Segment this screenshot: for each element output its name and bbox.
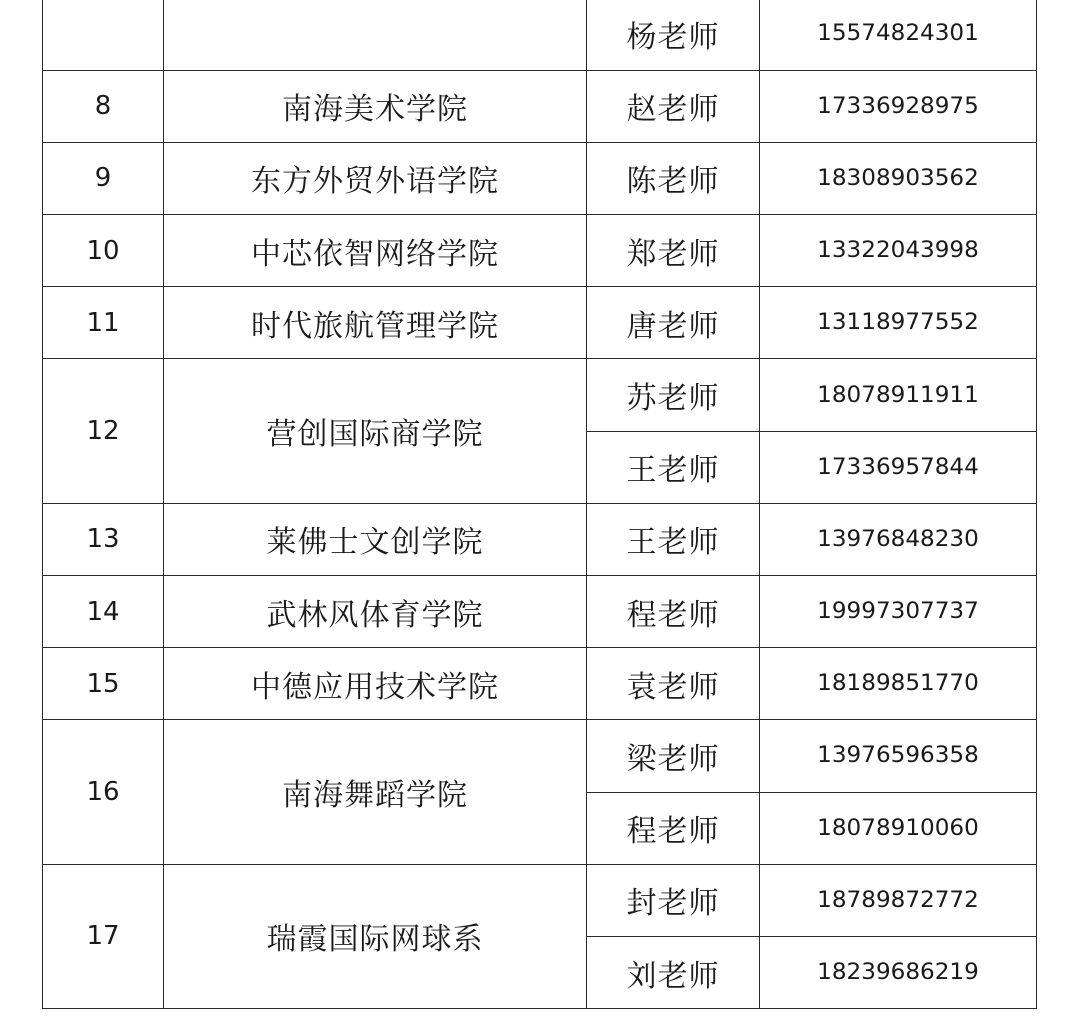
table-row [43, 648, 1037, 720]
phone-number: 15574824301 [817, 21, 979, 47]
phone-number-cell [760, 215, 1037, 287]
table-row [43, 359, 1037, 431]
college-name: 时代旅航管理学院 [164, 287, 587, 359]
table-row [43, 576, 1037, 648]
phone-number: 17336928975 [817, 93, 979, 119]
row-number: 13 [43, 503, 164, 575]
row-number: 12 [43, 359, 164, 503]
contact-table [42, 0, 1037, 1009]
row-number: 11 [43, 287, 164, 359]
row-number: 15 [43, 648, 164, 720]
college-name: 东方外贸外语学院 [164, 142, 587, 214]
phone-number-cell [760, 70, 1037, 142]
phone-number: 18239686219 [817, 960, 979, 986]
college-name: 中德应用技术学院 [164, 648, 587, 720]
phone-number-cell [760, 792, 1037, 864]
table-row [43, 864, 1037, 936]
teacher-name: 赵老师 [587, 70, 760, 142]
phone-number: 17336957844 [817, 454, 979, 480]
table-row [43, 720, 1037, 792]
table-row [43, 215, 1037, 287]
college-name: 武林风体育学院 [164, 576, 587, 648]
table-body [43, 0, 1037, 1009]
row-number: 17 [43, 864, 164, 1008]
phone-number: 18789872772 [817, 887, 979, 913]
phone-number: 18189851770 [817, 671, 979, 697]
teacher-name: 苏老师 [587, 359, 760, 431]
phone-number-cell [760, 576, 1037, 648]
college-name: 南海舞蹈学院 [164, 720, 587, 864]
phone-number-cell [760, 142, 1037, 214]
row-number: 8 [43, 70, 164, 142]
table-row [43, 503, 1037, 575]
teacher-name: 唐老师 [587, 287, 760, 359]
teacher-name: 刘老师 [587, 936, 760, 1008]
phone-number: 18308903562 [817, 165, 979, 191]
phone-number: 13322043998 [817, 238, 979, 264]
table-row [43, 70, 1037, 142]
phone-number-cell [760, 503, 1037, 575]
teacher-name: 杨老师 [587, 0, 760, 70]
phone-number: 13118977552 [817, 310, 979, 336]
row-number [43, 0, 164, 70]
teacher-name: 梁老师 [587, 720, 760, 792]
college-name: 营创国际商学院 [164, 359, 587, 503]
table-row [43, 142, 1037, 214]
phone-number: 13976848230 [817, 526, 979, 552]
phone-number-cell [760, 936, 1037, 1008]
row-number: 16 [43, 720, 164, 864]
phone-number: 19997307737 [817, 599, 979, 625]
college-name: 瑞霞国际网球系 [164, 864, 587, 1008]
phone-number-cell [760, 431, 1037, 503]
teacher-name: 郑老师 [587, 215, 760, 287]
teacher-name: 封老师 [587, 864, 760, 936]
phone-number-cell [760, 720, 1037, 792]
teacher-name: 袁老师 [587, 648, 760, 720]
phone-number: 18078911911 [817, 382, 979, 408]
teacher-name: 王老师 [587, 503, 760, 575]
teacher-name: 程老师 [587, 792, 760, 864]
phone-number-cell [760, 287, 1037, 359]
teacher-name: 程老师 [587, 576, 760, 648]
phone-number-cell [760, 864, 1037, 936]
teacher-name: 王老师 [587, 431, 760, 503]
phone-number: 13976596358 [817, 743, 979, 769]
table-row [43, 287, 1037, 359]
phone-number-cell [760, 648, 1037, 720]
college-name: 南海美术学院 [164, 70, 587, 142]
row-number: 10 [43, 215, 164, 287]
row-number: 14 [43, 576, 164, 648]
row-number: 9 [43, 142, 164, 214]
teacher-name: 陈老师 [587, 142, 760, 214]
college-name [164, 0, 587, 70]
college-name: 中芯依智网络学院 [164, 215, 587, 287]
phone-number-cell [760, 0, 1037, 70]
phone-number-cell [760, 359, 1037, 431]
college-name: 莱佛士文创学院 [164, 503, 587, 575]
phone-number: 18078910060 [817, 815, 979, 841]
table-row [43, 0, 1037, 70]
